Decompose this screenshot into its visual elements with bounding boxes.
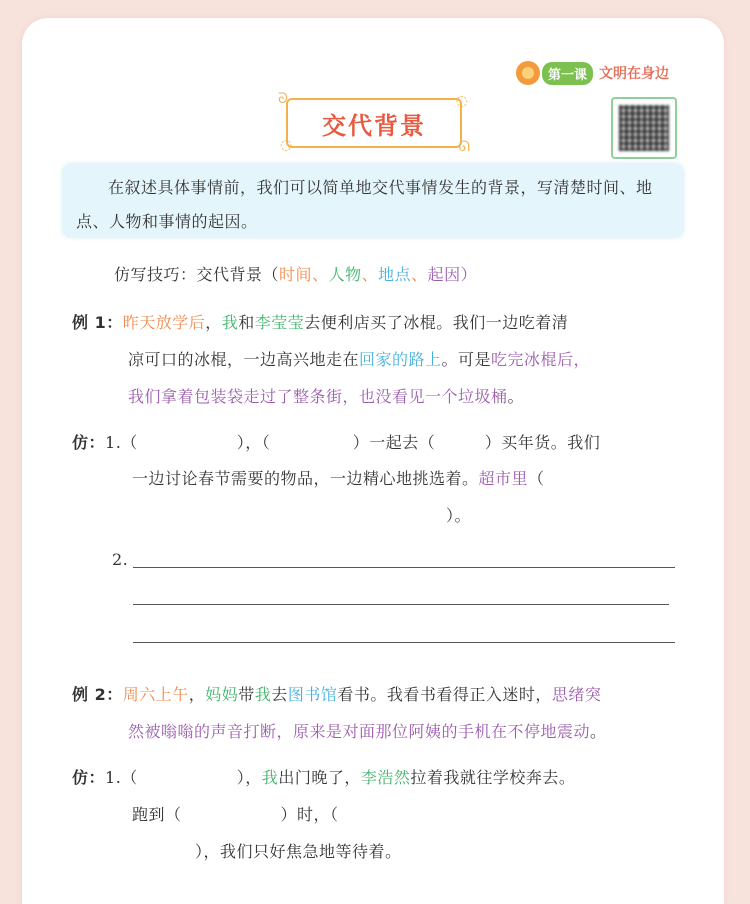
example2-cause: 思绪突 <box>551 685 602 704</box>
tip-close: ） <box>460 265 478 284</box>
intro-box <box>62 163 684 238</box>
imitate2-line1 <box>72 765 575 788</box>
imitate1-label: 仿： <box>72 433 106 452</box>
example2-person: 我 <box>254 685 272 704</box>
tip-time: 时间 <box>279 265 313 284</box>
imitate1-line2 <box>132 466 545 489</box>
tip-place: 地点 <box>378 265 412 284</box>
text: 。可是 <box>441 350 492 369</box>
imitate1-line3 <box>446 503 471 526</box>
section-title-box <box>278 91 470 155</box>
tip-text: 交代背景（ <box>196 265 280 284</box>
imitate1-line1 <box>72 430 600 453</box>
text: 去便利店买了冰棍。我们一边吃着清 <box>304 313 569 332</box>
example2-time: 周六上午 <box>122 685 189 704</box>
tip-sep: 、 <box>361 265 379 284</box>
text: 。 <box>507 387 525 406</box>
imitate2-line3 <box>195 839 402 862</box>
tip-person: 人物 <box>328 265 362 284</box>
text: 去 <box>271 685 288 704</box>
imitate2-label: 仿： <box>72 768 106 787</box>
imitate2-person: 李浩然 <box>360 768 411 787</box>
example2-label: 例 2： <box>72 685 123 704</box>
text: 和 <box>238 313 255 332</box>
imitate1-item1-text[interactable]: 1.（ ），（ ）一起去（ ）买年货。我们 <box>105 433 601 452</box>
imitate2-line2 <box>132 802 339 825</box>
imitate1-item2-number <box>112 550 128 569</box>
text: ， <box>188 685 206 704</box>
swirl-decoration-icon: ᘏ <box>458 139 470 155</box>
swirl-decoration-icon: ᘐ <box>278 91 288 107</box>
text: 带 <box>238 685 255 704</box>
example1-line3 <box>128 384 524 407</box>
text: 看书。我看书看得正入迷时， <box>337 685 552 704</box>
writing-tip <box>114 262 477 285</box>
imitate2-blank[interactable]: 跑到（ ）时，（ <box>132 805 339 824</box>
section-title: 交代背景 <box>322 111 426 140</box>
example1-label: 例 1： <box>72 313 123 332</box>
example1-time: 昨天放学后 <box>122 313 206 332</box>
swirl-decoration-icon: ◌ <box>280 137 293 153</box>
example2-line1 <box>72 682 601 705</box>
intro-text: 在叙述具体事情前，我们可以简单地交代事情发生的背景，写清楚时间、地点、人物和事情的起因。 <box>76 178 653 231</box>
imitate2-blank[interactable]: ），我们只好焦急地等待着。 <box>195 842 402 861</box>
example1-place: 回家的路上 <box>359 350 442 369</box>
example1-cause: 我们拿着包装袋走过了整条街，也没看见一个垃圾桶 <box>128 387 508 406</box>
text: （ <box>528 469 545 488</box>
example1-line1 <box>72 310 568 333</box>
example2-cause: 然被嗡嗡的声音打断，原来是对面那位阿姨的手机在不停地震动 <box>128 722 591 741</box>
swirl-decoration-icon: ◌ <box>455 93 468 109</box>
qr-code[interactable] <box>611 97 677 159</box>
tip-cause: 起因 <box>427 265 461 284</box>
example1-person: 我 <box>221 313 239 332</box>
writing-line[interactable] <box>133 642 675 643</box>
example2-place: 图书馆 <box>287 685 338 704</box>
text: 2. <box>112 550 129 569</box>
example1-cause: 吃完冰棍后， <box>491 350 591 369</box>
imitate2-person: 我 <box>261 768 279 787</box>
qr-code-icon <box>619 105 669 151</box>
example2-line2 <box>128 719 607 742</box>
text: 出门晚了， <box>278 768 361 787</box>
lesson-header <box>516 58 669 88</box>
text: 拉着我就往学校奔去。 <box>410 768 576 787</box>
text: ）。 <box>446 506 472 525</box>
tip-label: 仿写技巧： <box>114 265 197 284</box>
text: 凉可口的冰棍，一边高兴地走在 <box>128 350 360 369</box>
tip-sep: 、 <box>411 265 428 284</box>
example1-line2 <box>128 347 590 370</box>
writing-line[interactable] <box>133 604 669 605</box>
example2-person: 妈妈 <box>205 685 239 704</box>
lesson-badge: 第一课 <box>542 62 593 85</box>
tip-sep: 、 <box>312 265 329 284</box>
text: 一边讨论春节需要的物品，一边精心地挑选着。 <box>132 469 479 488</box>
lion-mascot-icon <box>516 61 540 85</box>
text: 。 <box>590 722 607 741</box>
text: ， <box>205 313 222 332</box>
imitate2-blank[interactable]: 1.（ ）， <box>105 768 262 787</box>
writing-line[interactable] <box>133 567 675 568</box>
lesson-title: 文明在身边 <box>599 66 670 82</box>
imitate1-cause: 超市里 <box>478 469 529 488</box>
example1-person: 李莹莹 <box>254 313 305 332</box>
